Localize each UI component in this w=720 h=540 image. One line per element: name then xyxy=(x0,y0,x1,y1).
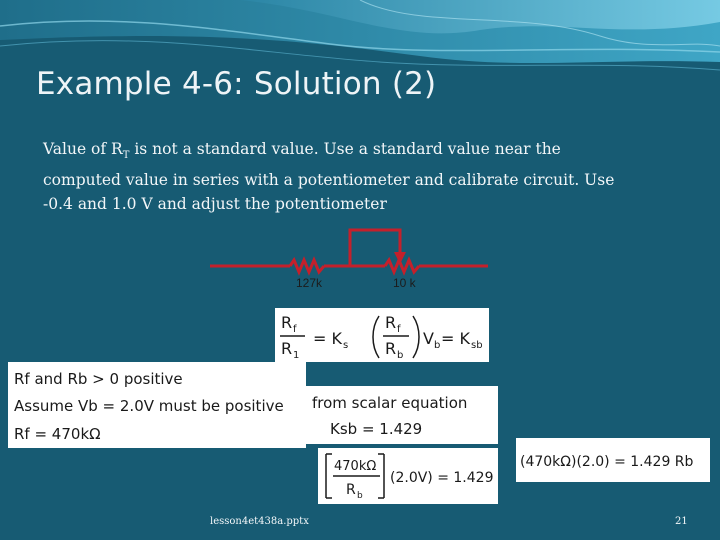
open-paren xyxy=(373,316,379,358)
equation-drawing xyxy=(318,448,498,504)
resistor-label: 127k xyxy=(296,276,323,290)
subscript-t: T xyxy=(122,150,130,162)
footer-filename: lesson4et438a.pptx xyxy=(210,516,309,527)
solve-drawing xyxy=(516,438,710,482)
rb-sub: b xyxy=(397,350,404,361)
vb-equals-ksb: V xyxy=(423,329,434,348)
rf-symbol-2: R xyxy=(385,313,397,332)
potentiometer-label: 10 k xyxy=(393,276,416,290)
footer-page-number: 21 xyxy=(675,516,688,527)
handwritten-note-scalar xyxy=(306,386,498,444)
conditions-line-1: Rf and Rb > 0 positive xyxy=(14,370,183,388)
solve-line: (470kΩ)(2.0) = 1.429 Rb xyxy=(520,454,694,470)
conditions-line-2: Assume Vb = 2.0V must be positive xyxy=(14,397,284,415)
conditions-drawing xyxy=(8,362,306,448)
potentiometer-zigzag xyxy=(385,260,419,272)
r1-sub: 1 xyxy=(293,350,300,361)
ks-sub: s xyxy=(343,340,349,351)
numerator: 470kΩ xyxy=(334,459,377,474)
circuit-diagram xyxy=(210,222,495,282)
body-text xyxy=(43,137,643,216)
close-paren xyxy=(413,316,419,358)
open-bracket xyxy=(326,454,332,498)
vb-sub: b xyxy=(434,340,441,351)
equation-rest: (2.0V) = 1.429 xyxy=(390,470,494,486)
ksb-sub: sb xyxy=(471,340,483,351)
denominator: R xyxy=(346,482,356,498)
slide-title: Example 4-6: Solution (2) xyxy=(36,66,437,102)
denominator-sub: b xyxy=(357,491,363,501)
equals-ksb: = K xyxy=(441,329,470,348)
rf-sub-2: f xyxy=(397,324,401,335)
ratio-drawing xyxy=(275,308,489,362)
wiper-loop xyxy=(350,230,400,266)
conditions-line-3: Rf = 470kΩ xyxy=(14,425,101,443)
equals-ks: = K xyxy=(313,329,342,348)
wiper-arrow xyxy=(394,252,406,264)
handwritten-note-equation xyxy=(318,448,498,504)
handwritten-note-conditions xyxy=(8,362,306,448)
rb-symbol: R xyxy=(385,339,397,358)
handwritten-note-ratio xyxy=(275,308,489,362)
body-text-rest: is not a standard value. Use a standard value near the computed value in series with a potentiometer and calibrate circuit. Use -0.4 and 1.0 V and adjust the potentiometer xyxy=(43,140,615,214)
rf-sub: f xyxy=(293,324,297,335)
r1-symbol: R xyxy=(281,339,293,358)
scalar-line-1: from scalar equation xyxy=(312,394,468,412)
resistor-zigzag xyxy=(290,260,324,272)
rf-symbol: R xyxy=(281,313,293,332)
body-text-start: Value of R xyxy=(43,140,123,158)
scalar-drawing xyxy=(306,386,498,444)
handwritten-note-solve xyxy=(516,438,710,482)
scalar-line-2: Ksb = 1.429 xyxy=(330,420,423,438)
